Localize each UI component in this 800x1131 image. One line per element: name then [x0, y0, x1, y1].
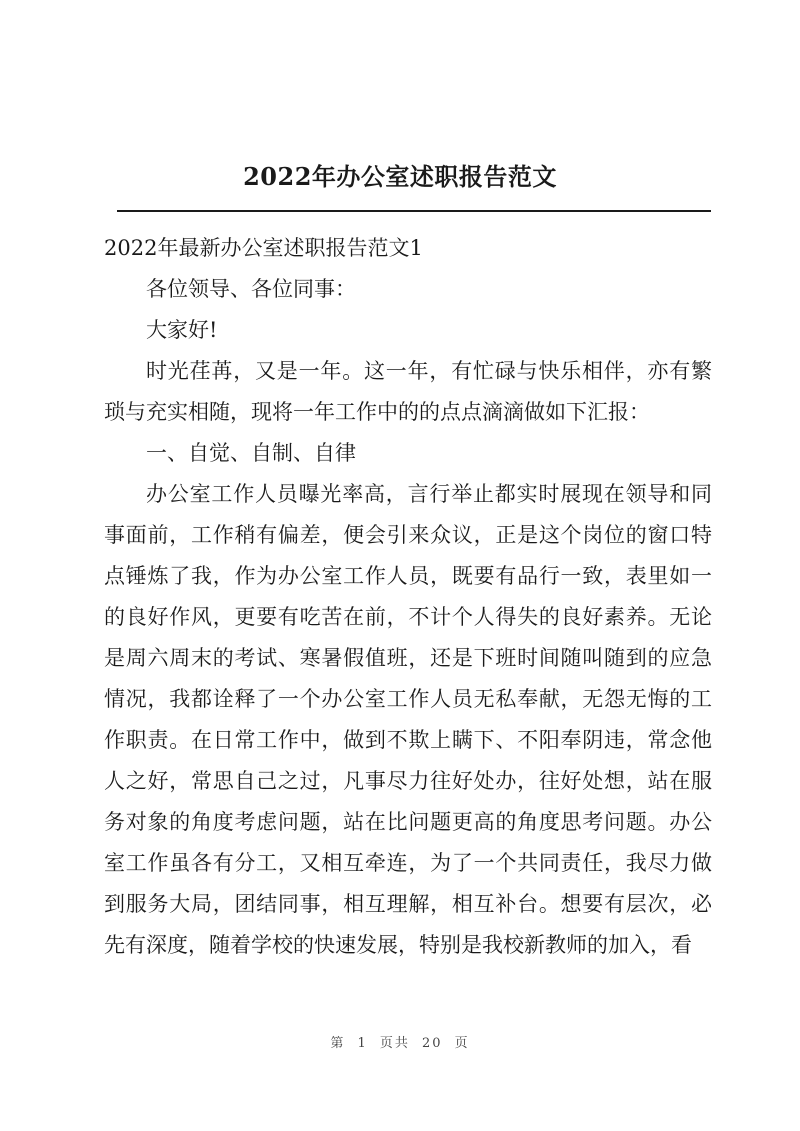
subheading: 一、自觉、自制、自律	[146, 441, 356, 465]
document-body	[104, 228, 712, 966]
section-heading: 2022年最新办公室述职报告范文1	[104, 236, 423, 260]
greeting: 大家好!	[146, 318, 218, 342]
intro-paragraph: 时光荏苒，又是一年。这一年，有忙碌与快乐相伴，亦有繁琐与充实相随，现将一年工作中的的点点滴滴做如下汇报：	[104, 359, 712, 424]
title-underline	[117, 210, 711, 212]
body-paragraph: 办公室工作人员曝光率高，言行举止都实时展现在领导和同事面前，工作稍有偏差，便会引来众议，正是这个岗位的窗口特点锤炼了我，作为办公室工作人员，既要有品行一致，表里如一的良好作风，更要有吃苦在前，不计个人得失的良好素养。无论是周六周末的考试、寒暑假值班，还是下班时间随叫随到的应急情况，我都诠释了一个办公室工作人员无私奉献，无怨无悔的工作职责。在日常工作中，做到不欺上瞒下、不阳奉阴违，常念他人之好，常思自己之过，凡事尽力往好处办，往好处想，站在服务对象的角度考虑问题，站在比问题更高的角度思考问题。办公室工作虽各有分工，又相互牵连，为了一个共同责任，我尽力做到服务大局，团结同事，相互理解，相互补台。想要有层次，必先有深度，随着学校的快速发展，特别是我校新教师的加入，看	[104, 482, 712, 957]
document-title: 2022年办公室述职报告范文	[243, 162, 557, 191]
page-number-footer: 第 1 页共 20 页	[330, 1036, 470, 1051]
salutation: 各位领导、各位同事：	[146, 277, 356, 301]
